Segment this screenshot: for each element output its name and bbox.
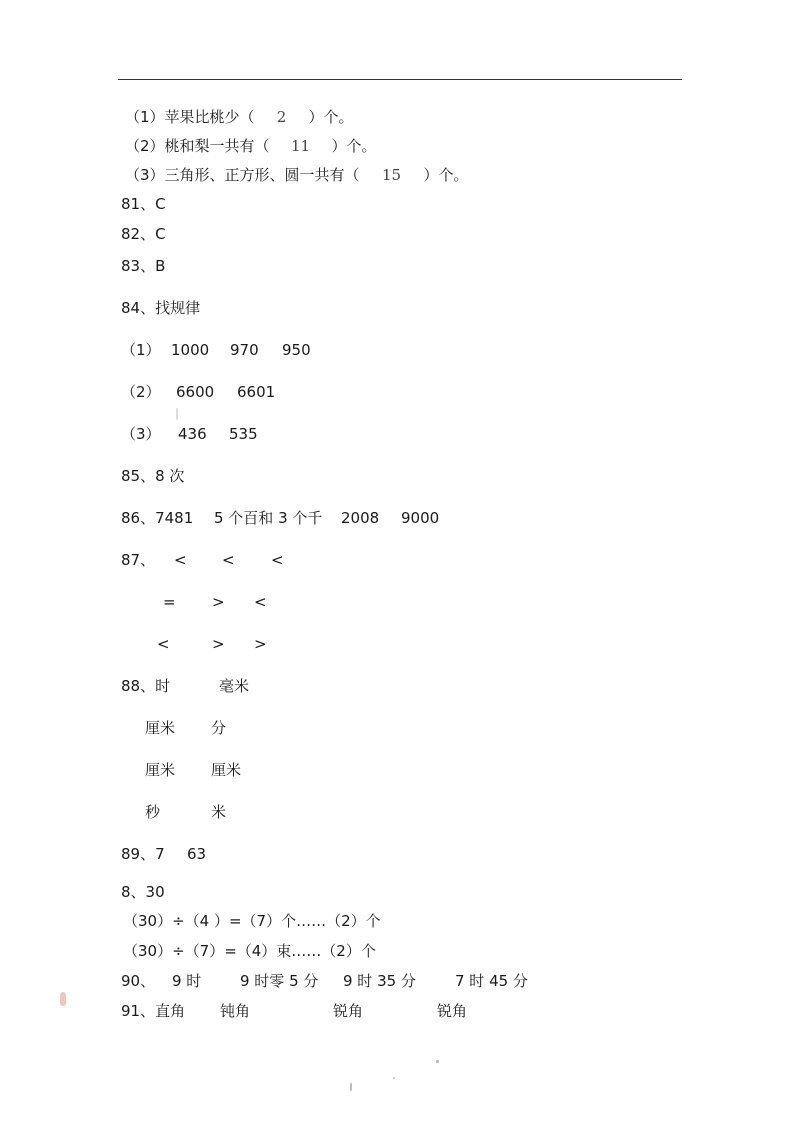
q84-r3-b: 535 (229, 425, 258, 443)
q85-answer: 85、8 次 (121, 467, 185, 485)
q84-r3-label: （3） (121, 425, 161, 443)
q88-r1-b: 毫米 (219, 677, 250, 695)
q88-r2-b: 分 (211, 719, 227, 737)
q87-r3-c1: < (157, 635, 170, 653)
q84-title: 84、找规律 (121, 299, 201, 317)
q84-r2-a: 6600 (176, 383, 215, 401)
q84-r2-b: 6601 (237, 383, 276, 401)
q87-r3-c2: > (212, 635, 225, 653)
q87-r1-c2: < (222, 551, 235, 569)
q84-r1-c: 950 (282, 341, 311, 359)
q80-1-answer: 2 (276, 108, 287, 126)
q91-d: 锐角 (437, 1002, 468, 1020)
q80-2-suffix: ）个。 (331, 137, 377, 155)
q80-line-3 (125, 166, 469, 184)
q91-c: 锐角 (333, 1002, 364, 1020)
q87-r2-c2: > (212, 593, 225, 611)
q84-r2-label: （2） (121, 383, 161, 401)
scan-edge-mark (60, 992, 66, 1006)
q87-r1-c1: < (174, 551, 187, 569)
q91-b: 钝角 (220, 1002, 251, 1020)
q88-r3-a: 厘米 (145, 761, 176, 779)
q89-b: 63 (187, 845, 207, 863)
q80-3-suffix: ）个。 (423, 166, 469, 184)
q88-r2-a: 厘米 (145, 719, 176, 737)
q89-a: 89、7 (121, 845, 165, 863)
q88-r4-a: 秒 (145, 803, 161, 821)
scan-mark (176, 408, 178, 420)
q80-line-1 (125, 108, 354, 126)
q86-c: 2008 (341, 509, 380, 527)
q80-1-text: （1）苹果比桃少（ (125, 108, 255, 126)
q87-r1-c3: < (271, 551, 284, 569)
q90-a: 9 时 (172, 972, 202, 990)
q90-label: 90、 (121, 972, 156, 990)
q89-equation-2: （30）÷（7）=（4）束……（2）个 (123, 942, 376, 960)
q86-d: 9000 (401, 509, 440, 527)
q88-r3-b: 厘米 (211, 761, 242, 779)
q82-answer: 82、C (121, 225, 166, 243)
q80-3-text: （3）三角形、正方形、圆一共有（ (125, 166, 360, 184)
q80-2-text: （2）桃和梨一共有（ (125, 137, 270, 155)
q87-r2-c1: = (163, 593, 176, 611)
scan-speck (393, 1077, 395, 1079)
q90-b: 9 时零 5 分 (240, 972, 319, 990)
q89-part-label: 8、30 (121, 883, 165, 901)
q86-b: 5 个百和 3 个千 (214, 509, 323, 527)
q80-1-suffix: ）个。 (308, 108, 354, 126)
q86-a: 86、7481 (121, 509, 194, 527)
q84-r3-a: 436 (178, 425, 207, 443)
q80-3-answer: 15 (382, 166, 402, 184)
q84-r1-label: （1） (121, 341, 161, 359)
q87-label: 87、 (121, 551, 156, 569)
q80-2-answer: 11 (291, 137, 311, 155)
q81-answer: 81、C (121, 195, 166, 213)
q84-r1-b: 970 (230, 341, 259, 359)
q90-d: 7 时 45 分 (455, 972, 528, 990)
q91-a: 91、直角 (121, 1002, 186, 1020)
q90-c: 9 时 35 分 (343, 972, 416, 990)
header-rule (118, 79, 682, 80)
scan-speck (350, 1083, 352, 1091)
q83-answer: 83、B (121, 257, 166, 275)
q84-r1-a: 1000 (171, 341, 210, 359)
q87-r3-c3: > (254, 635, 267, 653)
q87-r2-c3: < (254, 593, 267, 611)
q88-label: 88、时 (121, 677, 171, 695)
q88-r4-b: 米 (211, 803, 227, 821)
q80-line-2 (125, 137, 377, 155)
scan-speck (436, 1060, 439, 1063)
q89-equation-1: （30）÷（4 ）=（7）个……（2）个 (123, 912, 381, 930)
